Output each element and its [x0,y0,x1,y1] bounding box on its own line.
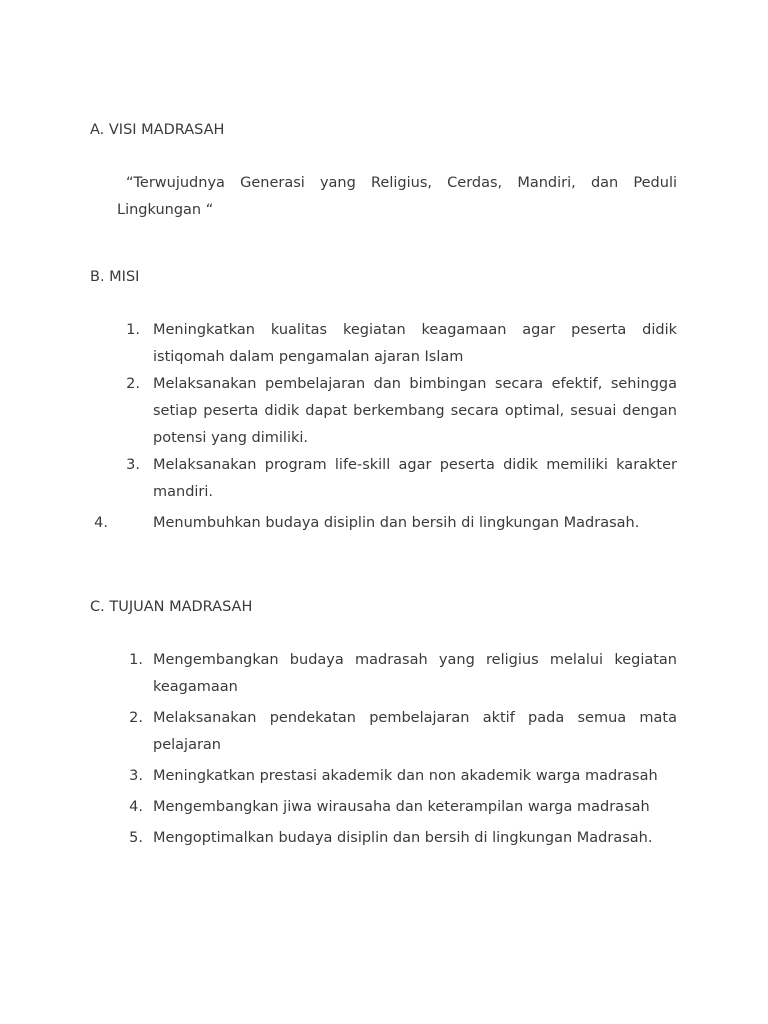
tujuan-item-number: 5. [129,830,143,846]
misi-item-text: Meningkatkan kualitas kegiatan keagamaan agar peserta didik istiqomah dalam pengamalan ajaran Islam [153,322,677,365]
misi-heading: B. MISI [90,269,140,285]
tujuan-item-number: 4. [129,799,143,815]
misi-item-text: Melaksanakan program life-skill agar peserta didik memiliki karakter mandiri. [153,457,677,500]
misi-item-1 [0,317,768,371]
visi-quote-text: “Terwujudnya Generasi yang Religius, Cerdas, Mandiri, dan Peduli Lingkungan “ [117,175,677,218]
misi-list [0,317,768,537]
misi-item-4 [0,510,768,537]
visi-quote [117,170,677,224]
tujuan-item-2 [0,705,768,759]
tujuan-item-3 [0,763,768,790]
tujuan-item-5 [0,825,768,852]
tujuan-item-text: Mengoptimalkan budaya disiplin dan bersih di lingkungan Madrasah. [153,830,653,846]
misi-item-number: 2. [126,376,140,392]
tujuan-item-text: Meningkatkan prestasi akademik dan non akademik warga madrasah [153,768,658,784]
tujuan-item-4 [0,794,768,821]
tujuan-item-number: 3. [129,768,143,784]
misi-item-number: 3. [126,457,140,473]
tujuan-item-text: Melaksanakan pendekatan pembelajaran aktif pada semua mata pelajaran [153,710,677,753]
tujuan-item-text: Mengembangkan budaya madrasah yang religius melalui kegiatan keagamaan [153,652,677,695]
tujuan-item-text: Mengembangkan jiwa wirausaha dan keterampilan warga madrasah [153,799,650,815]
tujuan-list [0,647,768,852]
tujuan-item-1 [0,647,768,701]
misi-item-2 [0,371,768,452]
tujuan-item-number: 2. [129,710,143,726]
visi-heading: A. VISI MADRASAH [90,122,225,138]
misi-item-number: 1. [126,322,140,338]
misi-item-3 [0,452,768,506]
tujuan-item-number: 1. [129,652,143,668]
misi-item-text: Menumbuhkan budaya disiplin dan bersih di lingkungan Madrasah. [153,515,640,531]
tujuan-heading: C. TUJUAN MADRASAH [90,599,253,615]
misi-item-number: 4. [94,515,108,531]
misi-item-text: Melaksanakan pembelajaran dan bimbingan secara efektif, sehingga setiap peserta didik dapat berkembang secara optimal, sesuai dengan potensi yang dimiliki. [153,376,677,446]
